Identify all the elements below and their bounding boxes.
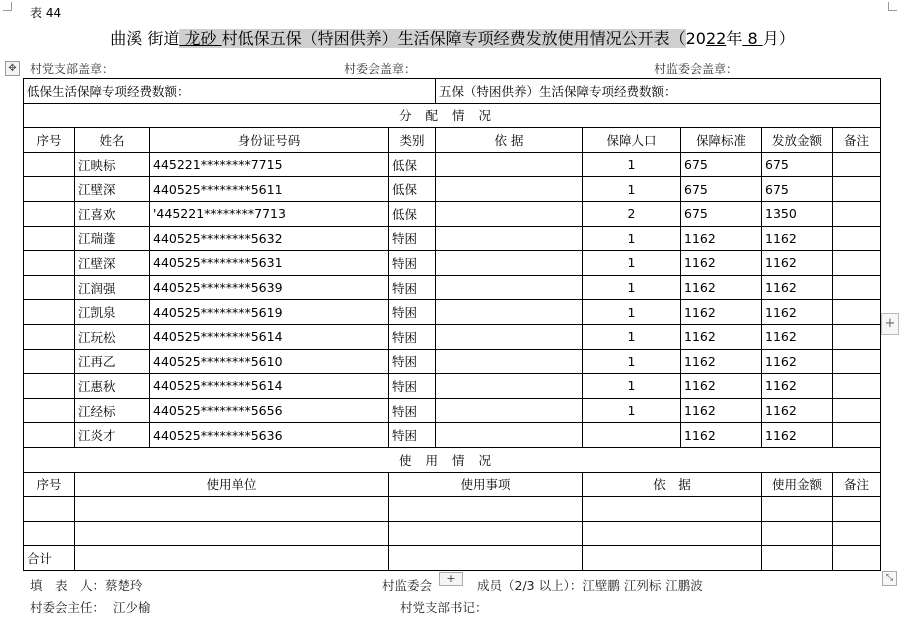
usage-cell[interactable] xyxy=(583,521,762,546)
table-row xyxy=(24,275,881,300)
cell-note[interactable] xyxy=(833,374,881,399)
cell-basis[interactable] xyxy=(436,201,583,226)
title-street: 街道 xyxy=(147,29,180,48)
cell-note[interactable] xyxy=(833,201,881,226)
cell-covered-people[interactable]: 1 xyxy=(583,152,681,177)
usage-cell[interactable] xyxy=(24,497,75,522)
cell-name[interactable]: 江润强 xyxy=(75,275,150,300)
cell-covered-people[interactable]: 1 xyxy=(583,374,681,399)
page-title xyxy=(0,26,905,49)
cell-standard[interactable]: 1162 xyxy=(681,275,762,300)
table-number: 表 44 xyxy=(30,6,62,20)
cell-name[interactable]: 江炎才 xyxy=(75,423,150,448)
cell-basis[interactable] xyxy=(436,300,583,325)
cell-basis[interactable] xyxy=(436,251,583,276)
usage-row xyxy=(24,521,881,546)
cell-id-number[interactable]: 440525********5610 xyxy=(150,349,389,374)
cell-serial[interactable] xyxy=(24,251,75,276)
village-committee-stamp-label: 村委会盖章： xyxy=(344,62,417,76)
cell-standard[interactable]: 1162 xyxy=(681,349,762,374)
cell-standard[interactable]: 1162 xyxy=(681,226,762,251)
cell-id-number[interactable]: 440525********5631 xyxy=(150,251,389,276)
cell-name[interactable]: 江凯泉 xyxy=(75,300,150,325)
cell-note[interactable] xyxy=(833,152,881,177)
move-icon[interactable]: ✥ xyxy=(5,61,20,76)
header-name: 姓名 xyxy=(75,128,150,153)
cell-basis[interactable] xyxy=(436,398,583,423)
cell-serial[interactable] xyxy=(24,152,75,177)
cell-category[interactable]: 特困 xyxy=(389,349,436,374)
cell-standard[interactable]: 1162 xyxy=(681,300,762,325)
cell-serial[interactable] xyxy=(24,349,75,374)
cell-covered-people[interactable]: 1 xyxy=(583,177,681,202)
table-row xyxy=(24,324,881,349)
cell-covered-people[interactable]: 1 xyxy=(583,300,681,325)
distribution-section-title: 分配情况 xyxy=(24,103,881,128)
cell-covered-people[interactable]: 1 xyxy=(583,324,681,349)
dibao-fund-label: 低保生活保障专项经费数额： xyxy=(24,79,436,104)
distribution-header-row xyxy=(24,128,881,153)
plus-icon[interactable]: + xyxy=(439,572,463,586)
cell-basis[interactable] xyxy=(436,226,583,251)
cell-note[interactable] xyxy=(833,423,881,448)
table-row xyxy=(24,398,881,423)
cell-name[interactable]: 江再乙 xyxy=(75,349,150,374)
cell-covered-people[interactable]: 1 xyxy=(583,349,681,374)
usage-cell[interactable] xyxy=(389,546,583,571)
cell-standard[interactable]: 1162 xyxy=(681,251,762,276)
table-row xyxy=(24,177,881,202)
title-county: 曲溪 xyxy=(110,29,143,48)
cell-category[interactable]: 特困 xyxy=(389,300,436,325)
party-branch-stamp-label: 村党支部盖章： xyxy=(30,62,115,76)
usage-header-note: 备注 xyxy=(833,472,881,497)
cell-basis[interactable] xyxy=(436,152,583,177)
table-row xyxy=(24,152,881,177)
cell-covered-people[interactable]: 1 xyxy=(583,251,681,276)
usage-cell[interactable] xyxy=(833,546,881,571)
director-label: 村委会主任： xyxy=(30,600,106,615)
header-covered-people: 保障人口 xyxy=(583,128,681,153)
supervisory-committee-stamp-label: 村监委会盖章： xyxy=(654,62,739,76)
header-amount: 发放金额 xyxy=(762,128,833,153)
cell-amount[interactable]: 675 xyxy=(762,177,833,202)
title-year-suffix: 22 xyxy=(705,29,727,48)
cell-basis[interactable] xyxy=(436,324,583,349)
cell-category[interactable]: 特困 xyxy=(389,226,436,251)
director-name: 江少榆 xyxy=(112,600,151,615)
cell-id-number[interactable]: 440525********5614 xyxy=(150,324,389,349)
cell-id-number[interactable]: 440525********5636 xyxy=(150,423,389,448)
cell-name[interactable]: 江瑞蓬 xyxy=(75,226,150,251)
plus-icon[interactable]: + xyxy=(881,313,899,335)
usage-row xyxy=(24,497,881,522)
usage-cell[interactable] xyxy=(24,521,75,546)
header-note: 备注 xyxy=(833,128,881,153)
cell-serial[interactable] xyxy=(24,300,75,325)
cell-covered-people[interactable] xyxy=(583,423,681,448)
usage-cell[interactable] xyxy=(583,546,762,571)
page-corner-mark xyxy=(888,2,897,11)
table-row xyxy=(24,251,881,276)
cell-amount[interactable]: 1162 xyxy=(762,226,833,251)
cell-standard[interactable]: 1162 xyxy=(681,324,762,349)
supervisory-line xyxy=(382,576,703,594)
usage-cell[interactable] xyxy=(389,497,583,522)
title-month-unit: 月） xyxy=(762,29,795,48)
cell-id-number[interactable]: 440525********5639 xyxy=(150,275,389,300)
cell-note[interactable] xyxy=(833,324,881,349)
cell-amount[interactable]: 1162 xyxy=(762,349,833,374)
usage-cell[interactable] xyxy=(389,521,583,546)
header-serial: 序号 xyxy=(24,128,75,153)
usage-cell[interactable] xyxy=(583,497,762,522)
cell-category[interactable]: 低保 xyxy=(389,177,436,202)
cell-amount[interactable]: 1162 xyxy=(762,423,833,448)
page-corner-mark xyxy=(3,2,12,11)
title-year-prefix: 20 xyxy=(685,29,706,48)
cell-basis[interactable] xyxy=(436,374,583,399)
cell-name[interactable]: 江喜欢 xyxy=(75,201,150,226)
cell-standard[interactable]: 1162 xyxy=(681,374,762,399)
cell-note[interactable] xyxy=(833,300,881,325)
cell-category[interactable]: 特困 xyxy=(389,423,436,448)
cell-amount[interactable]: 1162 xyxy=(762,374,833,399)
cell-amount[interactable]: 1162 xyxy=(762,275,833,300)
title-village: 龙砂 xyxy=(179,29,221,48)
cell-standard[interactable]: 675 xyxy=(681,177,762,202)
usage-cell[interactable] xyxy=(833,521,881,546)
header-standard: 保障标准 xyxy=(681,128,762,153)
cell-category[interactable]: 特困 xyxy=(389,324,436,349)
cell-standard[interactable]: 1162 xyxy=(681,423,762,448)
cell-note[interactable] xyxy=(833,226,881,251)
cell-id-number[interactable]: 440525********5619 xyxy=(150,300,389,325)
cell-amount[interactable]: 1162 xyxy=(762,398,833,423)
cell-basis[interactable] xyxy=(436,177,583,202)
cell-name[interactable]: 江玩松 xyxy=(75,324,150,349)
supervisory-label: 村监委会 xyxy=(382,578,433,593)
filler-label: 填 表 人： xyxy=(30,578,106,593)
usage-header-amount: 使用金额 xyxy=(762,472,833,497)
resize-icon[interactable]: ⤡ xyxy=(882,571,897,586)
cell-category[interactable]: 低保 xyxy=(389,201,436,226)
usage-header-serial: 序号 xyxy=(24,472,75,497)
cell-name[interactable]: 江惠秋 xyxy=(75,374,150,399)
usage-cell[interactable] xyxy=(833,497,881,522)
cell-note[interactable] xyxy=(833,275,881,300)
usage-section-title: 使用情况 xyxy=(24,447,881,472)
cell-id-number[interactable]: 440525********5614 xyxy=(150,374,389,399)
supervisory-names: 江壁鹏 江列标 江鹏波 xyxy=(582,578,703,593)
usage-header-matter: 使用事项 xyxy=(389,472,583,497)
usage-cell[interactable] xyxy=(75,546,389,571)
cell-category[interactable]: 特困 xyxy=(389,275,436,300)
header-category: 类别 xyxy=(389,128,436,153)
cell-serial[interactable] xyxy=(24,324,75,349)
cell-serial[interactable] xyxy=(24,226,75,251)
usage-cell[interactable] xyxy=(75,497,389,522)
cell-category[interactable]: 特困 xyxy=(389,251,436,276)
cell-standard[interactable]: 675 xyxy=(681,152,762,177)
cell-standard[interactable]: 1162 xyxy=(681,398,762,423)
title-month: 8 xyxy=(747,29,758,48)
cell-serial[interactable] xyxy=(24,374,75,399)
cell-name[interactable]: 江壁深 xyxy=(75,177,150,202)
cell-id-number[interactable]: 440525********5656 xyxy=(150,398,389,423)
secretary-label: 村党支部书记： xyxy=(400,600,488,615)
table-row xyxy=(24,226,881,251)
cell-id-number[interactable]: 440525********5611 xyxy=(150,177,389,202)
cell-note[interactable] xyxy=(833,349,881,374)
cell-amount[interactable]: 1162 xyxy=(762,251,833,276)
total-label: 合计 xyxy=(24,546,75,571)
cell-covered-people[interactable]: 2 xyxy=(583,201,681,226)
table-row xyxy=(24,300,881,325)
total-row xyxy=(24,546,881,571)
header-basis: 依 据 xyxy=(436,128,583,153)
usage-header-basis: 依 据 xyxy=(583,472,762,497)
cell-serial[interactable] xyxy=(24,398,75,423)
cell-id-number[interactable]: 440525********5632 xyxy=(150,226,389,251)
cell-serial[interactable] xyxy=(24,423,75,448)
cell-amount[interactable]: 675 xyxy=(762,152,833,177)
cell-note[interactable] xyxy=(833,177,881,202)
table-row xyxy=(24,374,881,399)
table-row xyxy=(24,349,881,374)
cell-name[interactable]: 江映标 xyxy=(75,152,150,177)
cell-id-number[interactable]: '445221********7713 xyxy=(150,201,389,226)
title-main: 村低保五保（特困供养）生活保障专项经费发放使用情况公开表（ xyxy=(221,29,686,48)
cell-covered-people[interactable]: 1 xyxy=(583,226,681,251)
usage-cell[interactable] xyxy=(762,521,833,546)
filler-name: 蔡楚玲 xyxy=(105,578,143,593)
cell-name[interactable]: 江壁深 xyxy=(75,251,150,276)
cell-note[interactable] xyxy=(833,251,881,276)
cell-name[interactable]: 江经标 xyxy=(75,398,150,423)
cell-amount[interactable]: 1350 xyxy=(762,201,833,226)
cell-basis[interactable] xyxy=(436,349,583,374)
header-id-number: 身份证号码 xyxy=(150,128,389,153)
cell-basis[interactable] xyxy=(436,423,583,448)
cell-note[interactable] xyxy=(833,398,881,423)
table-row xyxy=(24,423,881,448)
usage-cell[interactable] xyxy=(762,546,833,571)
cell-category[interactable]: 低保 xyxy=(389,152,436,177)
cell-amount[interactable]: 1162 xyxy=(762,324,833,349)
cell-category[interactable]: 特困 xyxy=(389,374,436,399)
director-line xyxy=(30,598,150,616)
cell-serial[interactable] xyxy=(24,201,75,226)
usage-header-unit: 使用单位 xyxy=(75,472,389,497)
cell-standard[interactable]: 675 xyxy=(681,201,762,226)
cell-covered-people[interactable]: 1 xyxy=(583,398,681,423)
cell-serial[interactable] xyxy=(24,177,75,202)
cell-category[interactable]: 特困 xyxy=(389,398,436,423)
usage-cell[interactable] xyxy=(762,497,833,522)
filler-line xyxy=(30,576,143,594)
cell-amount[interactable]: 1162 xyxy=(762,300,833,325)
usage-cell[interactable] xyxy=(75,521,389,546)
cell-basis[interactable] xyxy=(436,275,583,300)
cell-serial[interactable] xyxy=(24,275,75,300)
cell-covered-people[interactable]: 1 xyxy=(583,275,681,300)
public-disclosure-table xyxy=(23,78,881,571)
table-row xyxy=(24,201,881,226)
usage-header-row xyxy=(24,472,881,497)
cell-id-number[interactable]: 445221********7715 xyxy=(150,152,389,177)
wubao-fund-label: 五保（特困供养）生活保障专项经费数额： xyxy=(436,79,881,104)
supervisory-tail: 成员（2/3 以上）： xyxy=(477,578,583,593)
title-year-unit: 年 xyxy=(726,29,743,48)
